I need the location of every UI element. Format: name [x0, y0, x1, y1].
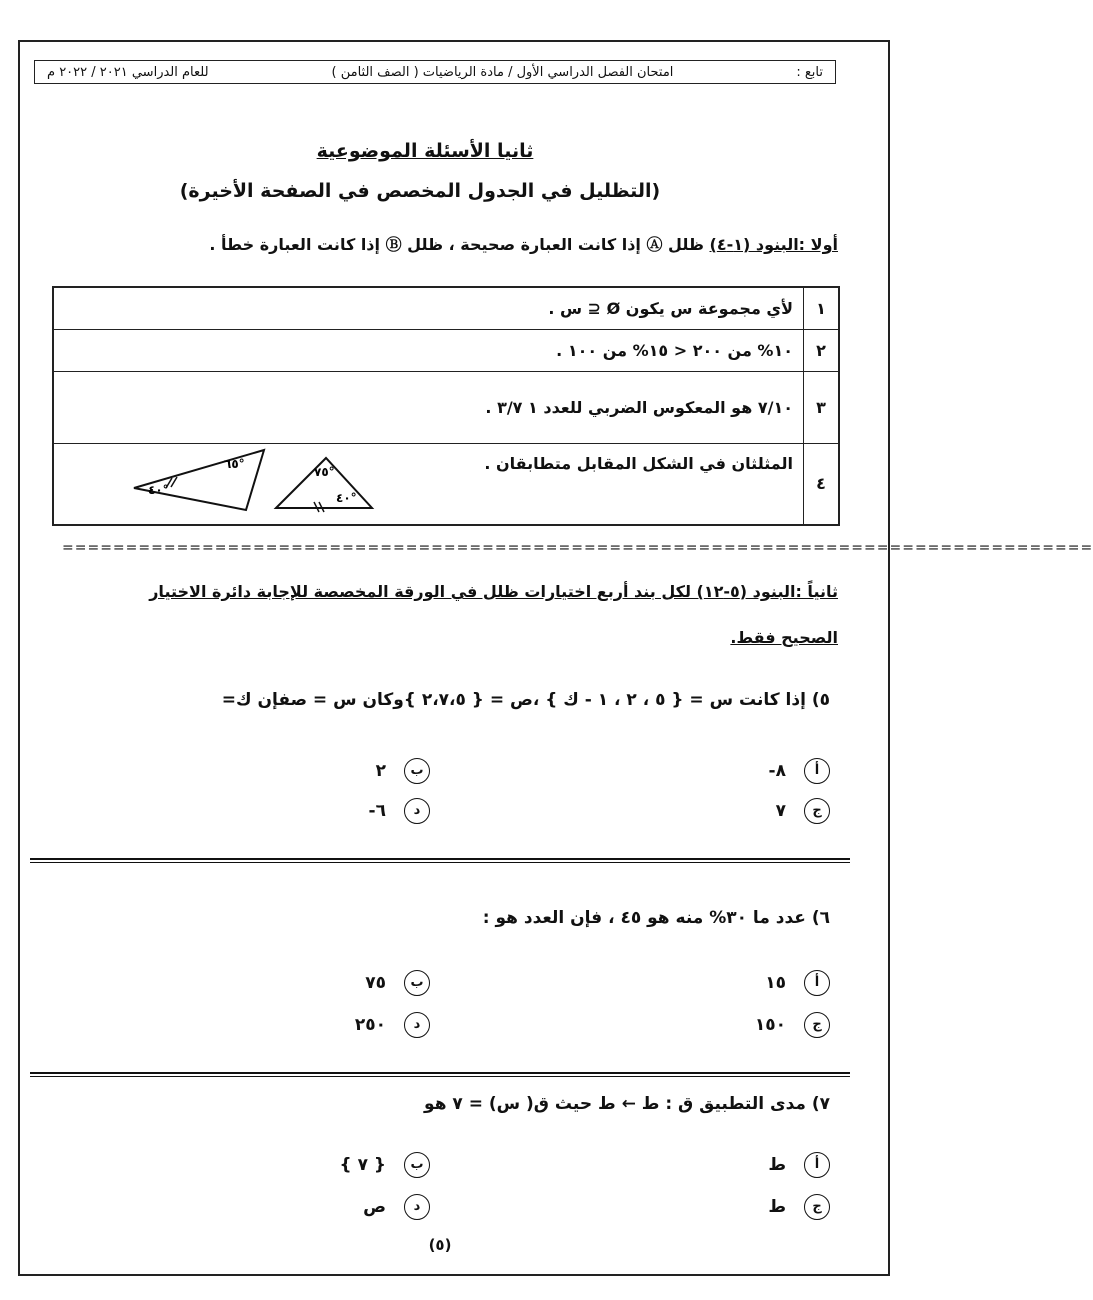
angle-label: ٦٥°: [224, 456, 245, 471]
item-number: ٤: [804, 443, 840, 525]
true-false-table: [52, 286, 840, 526]
section1-text: ظلل Ⓐ إذا كانت العبارة صحيحة ، ظلل Ⓑ إذا كانت العبارة خطأ .: [209, 235, 704, 254]
angle-label: ٤٠°: [336, 490, 357, 505]
question-5: ٥) إذا كانت س = { ٥ ، ٢ ، ١ - ك } ،ص = { ٢،٧،٥ }وكان س = صفإن ك=: [221, 690, 830, 710]
item-text: لأي مجموعة س يكون Ø ⊆ س .: [53, 287, 804, 329]
option-letter-b: ب: [404, 758, 430, 784]
dashed-separator: =================================================================================: [62, 540, 1093, 556]
angle-label: ٤٠°: [148, 482, 169, 497]
item-number: ٣: [804, 371, 840, 443]
table-row: [53, 371, 839, 443]
option-letter-d: د: [404, 1012, 430, 1038]
section2-line2: الصحيح فقط.: [730, 628, 838, 647]
item-text: المثلثان في الشكل المقابل متطابقان .: [484, 453, 793, 473]
option-d[interactable]: [363, 1194, 430, 1220]
angle-label: ٧٥°: [314, 464, 335, 479]
item-number: ١: [804, 287, 840, 329]
item-4-cell: [53, 443, 804, 525]
option-letter-a: أ: [804, 758, 830, 784]
option-b[interactable]: [376, 758, 430, 784]
option-b[interactable]: [365, 970, 430, 996]
option-letter-b: ب: [404, 1152, 430, 1178]
section1-instruction: [209, 232, 838, 255]
option-value: ٢: [375, 761, 386, 781]
section2-line1: ثانياً :البنود (٥-١٢) لكل بند أربع اختيارات ظلل في الورقة المخصصة للإجابة دائرة الاختيار: [149, 582, 838, 601]
page-number: (٥): [428, 1236, 452, 1254]
option-letter-d: د: [404, 1194, 430, 1220]
option-value: ص: [363, 1197, 386, 1217]
option-letter-c: ج: [804, 1194, 830, 1220]
option-letter-d: د: [404, 798, 430, 824]
option-letter-c: ج: [804, 1012, 830, 1038]
option-c[interactable]: [755, 1012, 830, 1038]
page-title: ثانيا الأسئلة الموضوعية: [316, 140, 534, 162]
section1-label: أولا :البنود (١-٤): [709, 235, 838, 254]
option-value: ٧: [775, 801, 786, 821]
option-value: ١٥: [765, 973, 786, 993]
option-value: { ٧ }: [339, 1155, 386, 1175]
item-number: ٢: [804, 329, 840, 371]
page-subtitle: (التظليل في الجدول المخصص في الصفحة الأخيرة): [179, 180, 661, 202]
option-letter-a: أ: [804, 1152, 830, 1178]
option-a[interactable]: [769, 758, 830, 784]
option-letter-a: أ: [804, 970, 830, 996]
header-middle: امتحان الفصل الدراسي الأول / مادة الرياضيات ( الصف الثامن ): [331, 64, 674, 80]
option-d[interactable]: [355, 1012, 430, 1038]
question-divider: [30, 1072, 850, 1077]
option-b[interactable]: [340, 1152, 430, 1178]
option-value: ٨-: [768, 761, 786, 781]
option-value: ط: [768, 1155, 786, 1175]
option-a[interactable]: [768, 1152, 830, 1178]
question-7: ٧) مدى التطبيق ق : ط ← ط حيث ق( س) = ٧ هو: [424, 1094, 830, 1114]
option-value: ط: [768, 1197, 786, 1217]
header-right: تابع :: [796, 64, 823, 80]
option-letter-c: ج: [804, 798, 830, 824]
option-c[interactable]: [776, 798, 830, 824]
table-row: [53, 287, 839, 329]
option-value: ٧٥: [365, 973, 386, 993]
option-value: ١٥٠: [754, 1015, 786, 1035]
question-divider: [30, 858, 850, 863]
exam-header: [34, 60, 836, 84]
question-6: ٦) عدد ما ٣٠% منه هو ٤٥ ، فإن العدد هو :: [482, 908, 830, 928]
page-frame: [18, 40, 1093, 1276]
table-row: [53, 443, 839, 525]
option-value: ٢٥٠: [354, 1015, 386, 1035]
triangles-figure: [114, 446, 414, 526]
option-c[interactable]: [768, 1194, 830, 1220]
header-left: للعام الدراسي ٢٠٢١ / ٢٠٢٢ م: [47, 64, 209, 80]
option-value: ٦-: [368, 801, 386, 821]
option-letter-b: ب: [404, 970, 430, 996]
item-text: ١٠% من ٢٠٠ < ١٥% من ١٠٠ .: [53, 329, 804, 371]
option-a[interactable]: [765, 970, 830, 996]
option-d[interactable]: [369, 798, 430, 824]
table-row: [53, 329, 839, 371]
item-text: ٧/١٠ هو المعكوس الضربي للعدد ١ ٣/٧ .: [53, 371, 804, 443]
